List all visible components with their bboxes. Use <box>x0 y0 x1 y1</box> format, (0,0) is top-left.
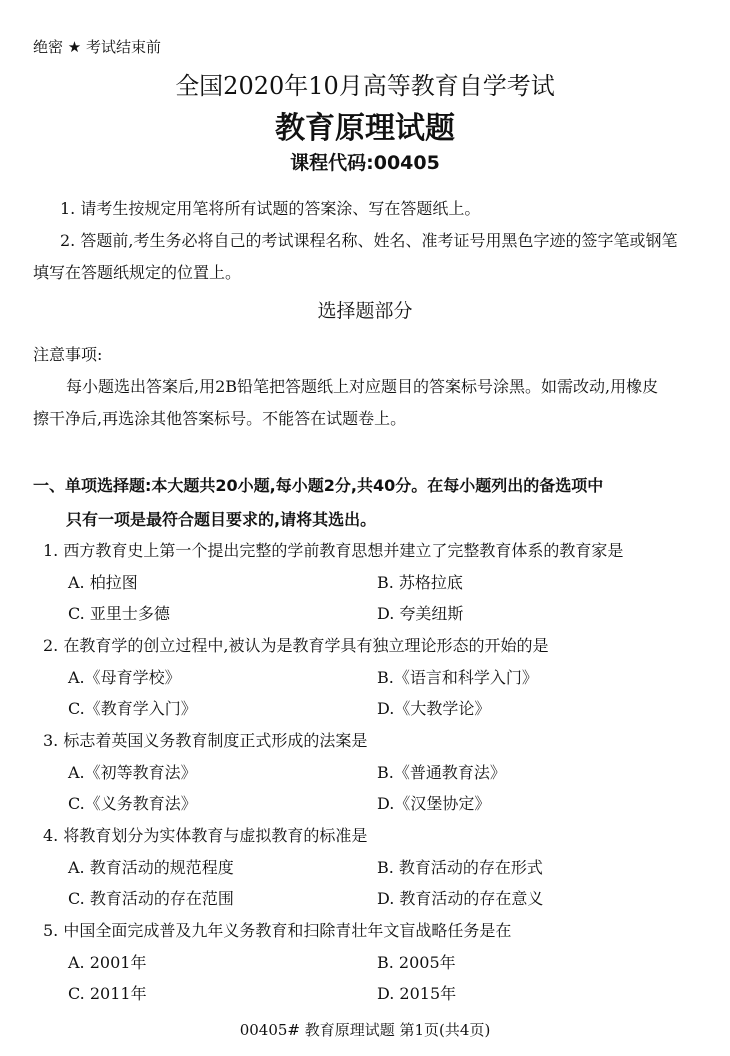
notes-label: 注意事项: <box>33 345 103 364</box>
question-option: D.《大教学论》 <box>377 699 491 718</box>
question-stem: 3. 标志着英国义务教育制度正式形成的法案是 <box>43 731 368 750</box>
part-heading-line-1: 一、单项选择题:本大题共20小题,每小题2分,共40分。在每小题列出的备选项中 <box>33 476 604 495</box>
question-option: B.《普通教育法》 <box>377 763 506 782</box>
question-option: D. 教育活动的存在意义 <box>377 889 544 908</box>
question-stem: 5. 中国全面完成普及九年义务教育和扫除青壮年文盲战略任务是在 <box>43 921 512 940</box>
question-option: A.《初等教育法》 <box>68 763 197 782</box>
question-option: B. 2005年 <box>377 953 456 972</box>
instruction-2-cont: 填写在答题纸规定的位置上。 <box>33 263 242 282</box>
question-option: D. 2015年 <box>377 984 457 1003</box>
question-option: D.《汉堡协定》 <box>377 794 491 813</box>
exam-name: 全国2020年10月高等教育自学考试 <box>175 72 555 100</box>
section-title: 选择题部分 <box>317 300 413 322</box>
question-option: C.《教育学入门》 <box>68 699 197 718</box>
notes-line-1: 每小题选出答案后,用2B铅笔把答题纸上对应题目的答案标号涂黑。如需改动,用橡皮 <box>66 377 659 396</box>
part-heading-line-2: 只有一项是最符合题目要求的,请将其选出。 <box>66 510 377 529</box>
question-option: A. 2001年 <box>68 953 147 972</box>
question-option: A. 柏拉图 <box>68 573 138 592</box>
question-option: B.《语言和科学入门》 <box>377 668 538 687</box>
question-option: C. 2011年 <box>68 984 147 1003</box>
question-option: A.《母育学校》 <box>68 668 181 687</box>
question-option: C. 教育活动的存在范围 <box>68 889 234 908</box>
question-option: B. 教育活动的存在形式 <box>377 858 543 877</box>
question-option: C.《义务教育法》 <box>68 794 197 813</box>
page-footer: 00405# 教育原理试题 第1页(共4页) <box>239 1021 491 1039</box>
question-stem: 2. 在教育学的创立过程中,被认为是教育学具有独立理论形态的开始的是 <box>43 636 549 655</box>
notes-line-2: 擦干净后,再选涂其他答案标号。不能答在试题卷上。 <box>33 409 407 428</box>
question-stem: 1. 西方教育史上第一个提出完整的学前教育思想并建立了完整教育体系的教育家是 <box>43 541 624 560</box>
question-stem: 4. 将教育划分为实体教育与虚拟教育的标准是 <box>43 826 368 845</box>
question-option: B. 苏格拉底 <box>377 573 463 592</box>
question-option: A. 教育活动的规范程度 <box>68 858 234 877</box>
paper-title: 教育原理试题 <box>275 111 455 146</box>
question-option: D. 夸美纽斯 <box>377 604 464 623</box>
instruction-2: 2. 答题前,考生务必将自己的考试课程名称、姓名、准考证号用黑色字迹的签字笔或钢笔 <box>60 231 678 250</box>
course-code: 课程代码:00405 <box>290 152 440 174</box>
question-option: C. 亚里士多德 <box>68 604 170 623</box>
confidential-label: 绝密 ★ 考试结束前 <box>33 38 161 56</box>
instruction-1: 1. 请考生按规定用笔将所有试题的答案涂、写在答题纸上。 <box>60 199 481 218</box>
